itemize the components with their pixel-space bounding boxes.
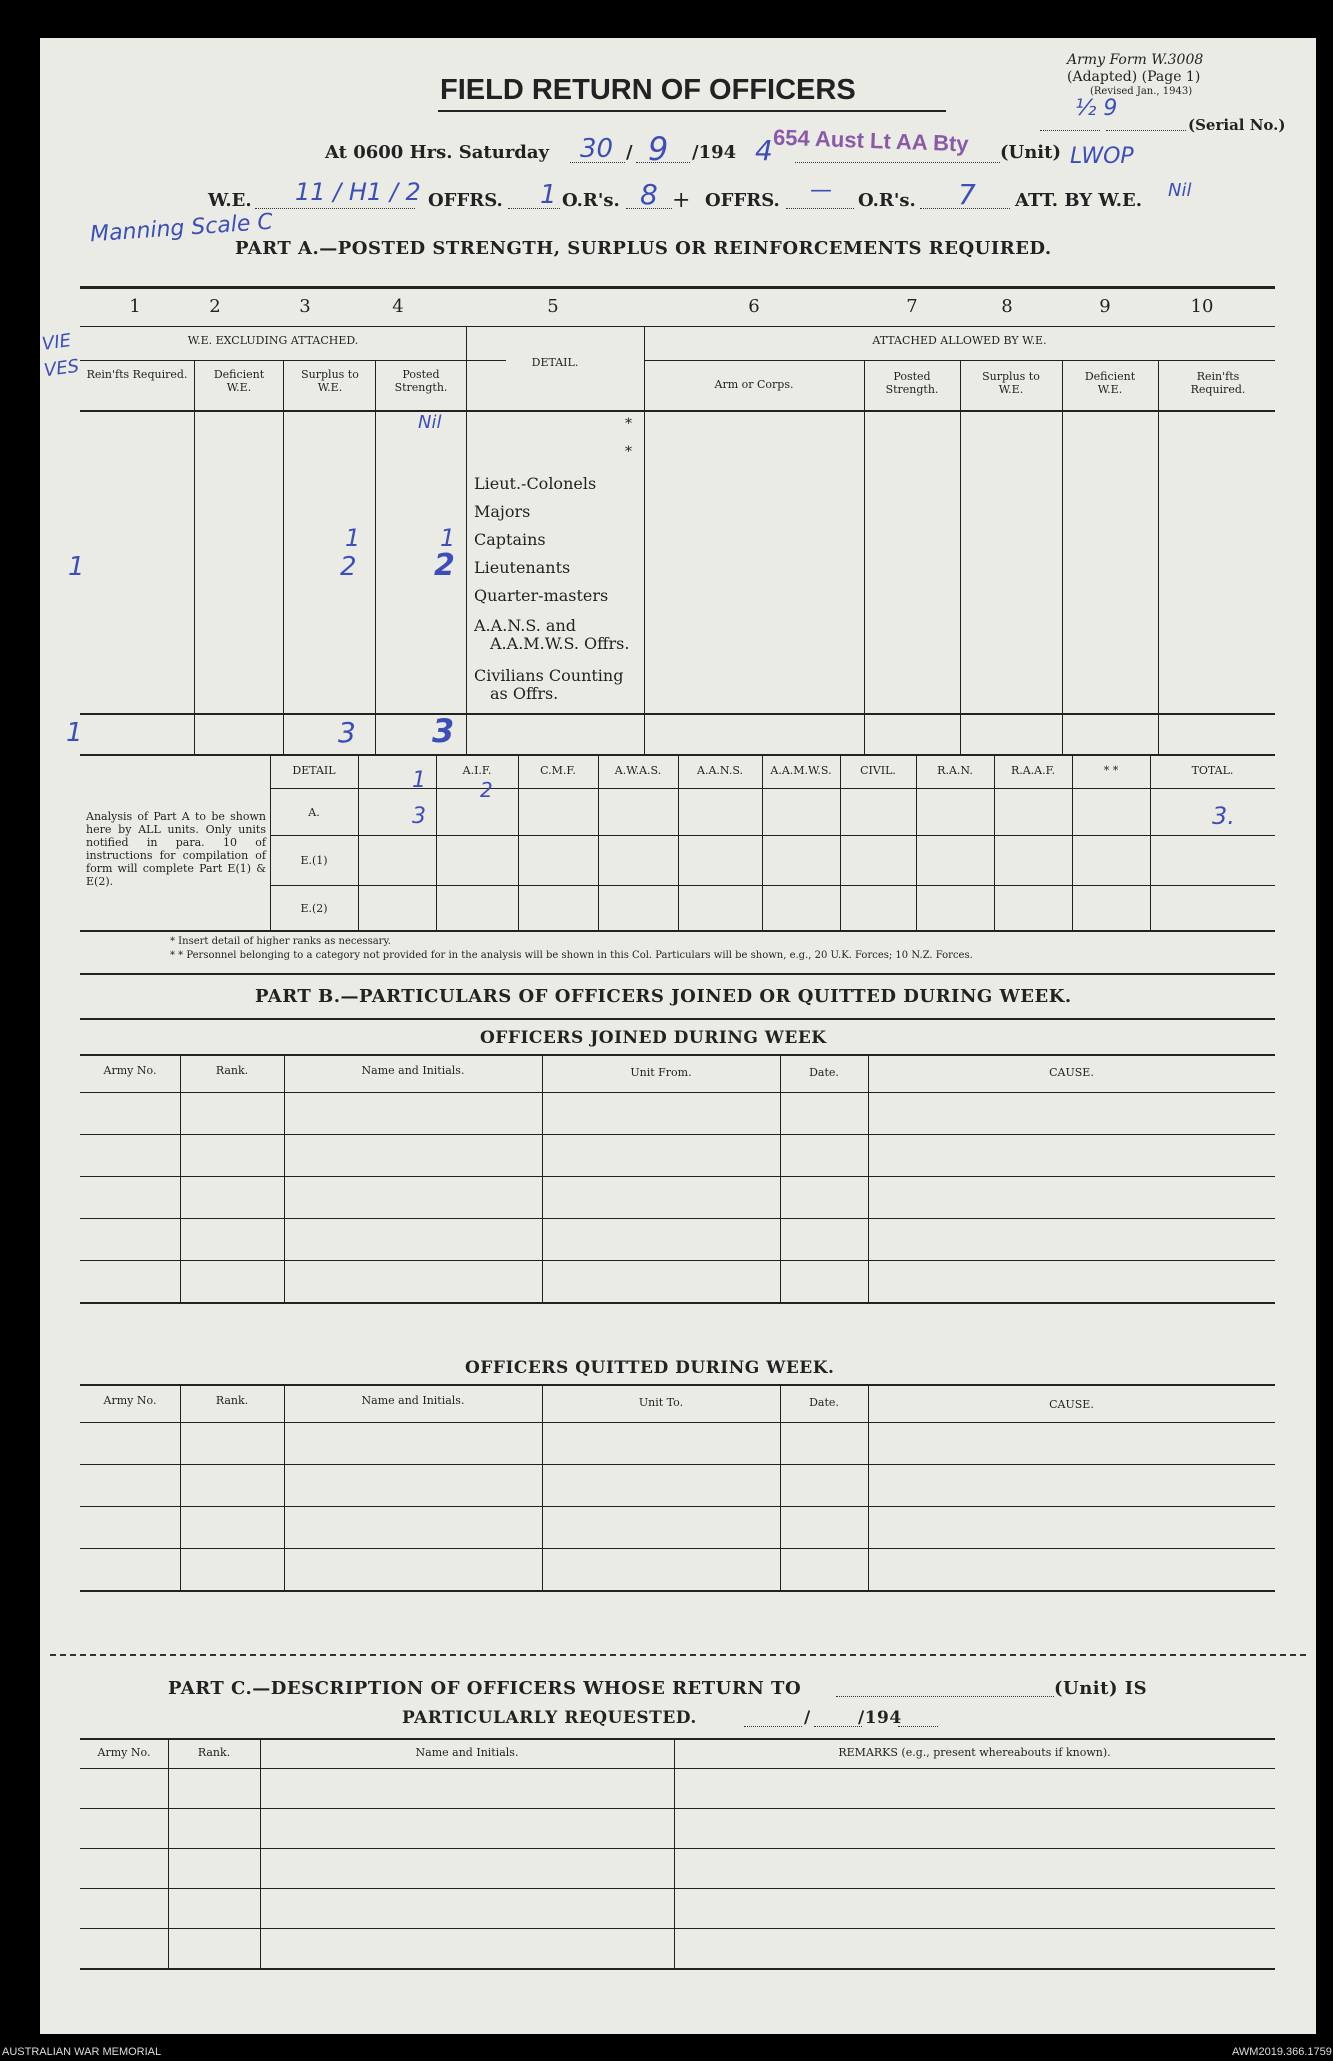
ors-label: O.R's. bbox=[562, 190, 620, 211]
star-1: * bbox=[625, 416, 632, 432]
analysis-detail: DETAIL bbox=[292, 764, 336, 777]
analysis-col: A.W.A.S. bbox=[614, 764, 662, 777]
form-code: Army Form W.3008 bbox=[1067, 52, 1204, 68]
unit-stamp: 654 Aust Lt AA Bty bbox=[772, 124, 969, 157]
hw-aif-e: 3 bbox=[412, 804, 426, 829]
nil-handwriting: Nil bbox=[1168, 180, 1192, 201]
h-deficient: Deficient W.E. bbox=[213, 368, 265, 394]
part-c-year: /194 bbox=[858, 1708, 902, 1728]
quitted-col: Name and Initials. bbox=[361, 1394, 465, 1407]
col-number: 5 bbox=[547, 296, 559, 317]
plus-sign: + bbox=[672, 188, 691, 213]
quitted-col: Date. bbox=[809, 1396, 839, 1409]
star-2: * bbox=[625, 444, 632, 460]
footnote-2: * * Personnel belonging to a category not provided for in the analysis will be shown in this Col. Particulars will be shown, e.g., 20 U.K. Forces; 10 N.Z. Forces. bbox=[170, 950, 973, 961]
col-number: 7 bbox=[906, 296, 918, 317]
col-number: 6 bbox=[748, 296, 760, 317]
analysis-col: A.I.F. bbox=[462, 764, 492, 777]
analysis-row: E.(1) bbox=[300, 854, 328, 867]
title-underline bbox=[438, 110, 946, 112]
analysis-row: A. bbox=[308, 806, 320, 819]
at-line: At 0600 Hrs. Saturday bbox=[325, 142, 550, 163]
year-handwriting: 4 bbox=[755, 134, 773, 167]
analysis-note: Analysis of Part A to be shown here by ALL units. Only units notified in para. 10 of instructions for compilation of form will complete Part E(1) & E(2). bbox=[86, 810, 266, 888]
part-a-heading: PART A.—POSTED STRENGTH, SURPLUS OR REINFORCEMENTS REQUIRED. bbox=[235, 238, 1052, 259]
h-reinfts2: Rein'fts Required. bbox=[1190, 370, 1246, 396]
col-number: 8 bbox=[1001, 296, 1013, 317]
form-revised: (Revised Jan., 1943) bbox=[1090, 86, 1193, 97]
serial-label: (Serial No.) bbox=[1188, 116, 1286, 134]
footer-right: AWM2019.366.1759 bbox=[1232, 2046, 1332, 2058]
form-sheet: Army Form W.3008 (Adapted) (Page 1) (Revised Jan., 1943) ½ 9 (Serial No.) LWOP Nil FIELD RETURN OF OFFICERS At 0600 Hrs. Saturday 30 / 9 /194 4 654 Aust Lt AA Bty (Unit) W.E. 11 / H1 / 2 OFFRS. 1 O.R's. 8 + OFFRS. — O.R's. 7 ATT. BY W.E. Manning Scale C PART A.—POSTED STRENGTH, SURPLUS OR REINFORCEMENTS REQUIRED. 1 2 3 4 5 6 7 8 9 10 W.E. EXCLUDING ATTACHED. ATTACHED ALLOWED BY W.E. DETAIL. Rein'fts Required. Deficient W.E. Surplus to W.E. Posted Strength. Arm or Corps. Posted Strength. Surplus to W.E. Deficient W.E. Rein'fts Required. VIE VES Nil * * Lieut.-Colonels Majors Captains Lieutenants Quarter-masters A.A.N.S. and A.A.M.W.S. Offrs. Civilians Counting as Offrs. 1 1 1 2 2 1 3 3 Analysis of Part A to be shown here by ALL units. Only units notified in para. 10 of instructions for compilation of form will complete Part E(1) & E(2). DETAIL A.I.F. C.M.F. A.W.A.S. A.A.N.S. A.A.M.W.S. CIVIL. R.A.N. R.A.A.F. * * TOTAL. A. E.(1) E.(2) 1 2 3 3. * Insert detail of higher ranks as necessary. * * Personnel belonging to a category not provided for in the analysis will be shown in this Col. Particulars will be shown, e.g., 20 U.K. Forces; 10 N.Z. Forces. PART B.—PARTICULARS OF OFFICERS JOINED OR QUITTED DURING WEEK. OFFICERS JOINED DURING WEEK Army No. Rank. Name and Initials. Unit From. Date. CAUSE. OFFICERS QUITTED DURING WEEK. Army No. Rank. Name and Initials. Unit To. Date. CAUSE. PART C.—DESCRIPTION OF OFFICERS WHOSE RETURN TO (Unit) IS PARTICULARLY REQUESTED. / /194 Army No. Rank. Name and Initials. REMARKS (e.g., present whereabouts if known). bbox=[40, 38, 1316, 2034]
joined-heading: OFFICERS JOINED DURING WEEK bbox=[480, 1028, 827, 1048]
footer-left: AUSTRALIAN WAR MEMORIAL bbox=[2, 2046, 162, 2058]
quitted-col: Unit To. bbox=[638, 1396, 684, 1409]
part-c-unit-dots bbox=[836, 1696, 1054, 1697]
we-value: 11 / H1 / 2 bbox=[295, 178, 421, 206]
hw-total-col4: 3 bbox=[432, 712, 455, 750]
offrs2-label: OFFRS. bbox=[705, 190, 780, 211]
col-number: 9 bbox=[1099, 296, 1111, 317]
offrs-label: OFFRS. bbox=[428, 190, 503, 211]
offrs2-dots bbox=[786, 208, 854, 209]
rank-majors: Majors bbox=[474, 502, 531, 521]
side-note-1: VIE bbox=[40, 330, 73, 355]
hw-total-a: 3. bbox=[1212, 802, 1235, 830]
part-c-date-dots-2 bbox=[814, 1726, 862, 1727]
hw-total-col3: 3 bbox=[338, 716, 356, 749]
form-code-adapted: (Adapted) (Page 1) bbox=[1067, 69, 1201, 85]
col-number: 10 bbox=[1190, 296, 1214, 317]
rank-lt-col: Lieut.-Colonels bbox=[474, 474, 597, 493]
joined-col: Unit From. bbox=[630, 1066, 692, 1079]
quitted-col: Rank. bbox=[215, 1394, 249, 1407]
col-number: 4 bbox=[392, 296, 404, 317]
joined-col: Date. bbox=[809, 1066, 839, 1079]
date-day: 30 bbox=[580, 134, 614, 164]
serial-handwriting: ½ 9 bbox=[1075, 96, 1118, 121]
part-c-unit-label: (Unit) IS bbox=[1054, 1678, 1148, 1699]
part-c-date-dots-3 bbox=[898, 1726, 938, 1727]
att-label: ATT. BY W.E. bbox=[1015, 190, 1143, 211]
unit-dots bbox=[795, 162, 1000, 163]
rank-aans-1: A.A.N.S. and bbox=[474, 616, 576, 635]
h-surplus2: Surplus to W.E. bbox=[982, 370, 1040, 396]
h-reinfts: Rein'fts Required. bbox=[86, 368, 188, 381]
joined-col: CAUSE. bbox=[1049, 1066, 1094, 1079]
lwop-handwriting: LWOP bbox=[1070, 144, 1134, 169]
analysis-col: * * bbox=[1103, 764, 1119, 777]
rank-civ-2: as Offrs. bbox=[490, 684, 559, 703]
part-c-col: Army No. bbox=[97, 1746, 151, 1759]
we-dots bbox=[255, 208, 415, 209]
rank-captains: Captains bbox=[474, 530, 546, 549]
part-b-heading: PART B.—PARTICULARS OF OFFICERS JOINED OR QUITTED DURING WEEK. bbox=[255, 986, 1072, 1007]
rank-aans-2: A.A.M.W.S. Offrs. bbox=[490, 634, 630, 653]
analysis-col: A.A.N.S. bbox=[697, 764, 743, 777]
hw-aif-a2: 2 bbox=[480, 778, 493, 802]
part-c-date-dots-1 bbox=[744, 1726, 802, 1727]
cut-line bbox=[50, 1654, 1306, 1656]
hw-lieut-col3: 2 bbox=[340, 552, 357, 582]
hw-capt-col4: 1 bbox=[440, 524, 456, 552]
rank-civ-1: Civilians Counting bbox=[474, 666, 624, 685]
quitted-col: CAUSE. bbox=[1049, 1398, 1094, 1411]
ors2-label: O.R's. bbox=[858, 190, 916, 211]
analysis-col: C.M.F. bbox=[540, 764, 576, 777]
offrs-value: 1 bbox=[540, 180, 557, 210]
col-number: 1 bbox=[129, 296, 141, 317]
h-arm: Arm or Corps. bbox=[714, 378, 794, 391]
hw-aif-a1: 1 bbox=[412, 768, 426, 793]
analysis-col: TOTAL. bbox=[1191, 764, 1234, 777]
form-title: FIELD RETURN OF OFFICERS bbox=[440, 74, 856, 106]
analysis-row: E.(2) bbox=[300, 902, 328, 915]
side-note-2: VES bbox=[42, 355, 81, 382]
h-deficient2: Deficient W.E. bbox=[1084, 370, 1136, 396]
ors2-value: 7 bbox=[958, 178, 976, 211]
rank-qm: Quarter-masters bbox=[474, 586, 609, 605]
h-posted: Posted Strength. bbox=[394, 368, 448, 394]
manning-note: Manning Scale C bbox=[89, 209, 274, 248]
h-surplus: Surplus to W.E. bbox=[301, 368, 359, 394]
analysis-col: R.A.A.F. bbox=[1010, 764, 1056, 777]
date-month: 9 bbox=[648, 130, 669, 168]
joined-col: Name and Initials. bbox=[361, 1064, 465, 1077]
part-c-col: Rank. bbox=[197, 1746, 231, 1759]
analysis-col: CIVIL. bbox=[860, 764, 896, 777]
posted-note: Nil bbox=[418, 412, 442, 433]
attached-heading: ATTACHED ALLOWED BY W.E. bbox=[872, 334, 1047, 347]
joined-col: Rank. bbox=[215, 1064, 249, 1077]
we-excl-heading: W.E. EXCLUDING ATTACHED. bbox=[187, 334, 359, 347]
part-c-line2: PARTICULARLY REQUESTED. bbox=[402, 1708, 697, 1728]
offrs2-value: — bbox=[810, 178, 832, 203]
part-c-line1: PART C.—DESCRIPTION OF OFFICERS WHOSE RETURN TO bbox=[168, 1678, 802, 1699]
footnote-1: * Insert detail of higher ranks as necessary. bbox=[170, 936, 391, 947]
date-year: /194 bbox=[692, 142, 737, 163]
detail-heading: DETAIL. bbox=[531, 356, 579, 369]
joined-col: Army No. bbox=[103, 1064, 157, 1077]
rank-lieutenants: Lieutenants bbox=[474, 558, 571, 577]
serial-dots-2 bbox=[1106, 130, 1186, 131]
ors-value: 8 bbox=[640, 178, 658, 211]
serial-dots-1 bbox=[1040, 130, 1100, 131]
hw-capt-col3: 1 bbox=[345, 524, 361, 552]
part-c-col: Name and Initials. bbox=[415, 1746, 519, 1759]
analysis-col: R.A.N. bbox=[937, 764, 973, 777]
col-number: 2 bbox=[209, 296, 221, 317]
hw-lieut-col4: 2 bbox=[434, 548, 455, 583]
we-label: W.E. bbox=[208, 190, 252, 211]
unit-label: (Unit) bbox=[1000, 142, 1061, 163]
quitted-col: Army No. bbox=[103, 1394, 157, 1407]
hw-lieut-col1: 1 bbox=[68, 552, 85, 582]
quitted-heading: OFFICERS QUITTED DURING WEEK. bbox=[465, 1358, 835, 1378]
analysis-col: A.A.M.W.S. bbox=[770, 764, 832, 777]
col-number: 3 bbox=[299, 296, 311, 317]
part-c-col: REMARKS (e.g., present whereabouts if known). bbox=[838, 1746, 1111, 1759]
hw-total-col1: 1 bbox=[66, 718, 83, 748]
h-posted2: Posted Strength. bbox=[885, 370, 939, 396]
